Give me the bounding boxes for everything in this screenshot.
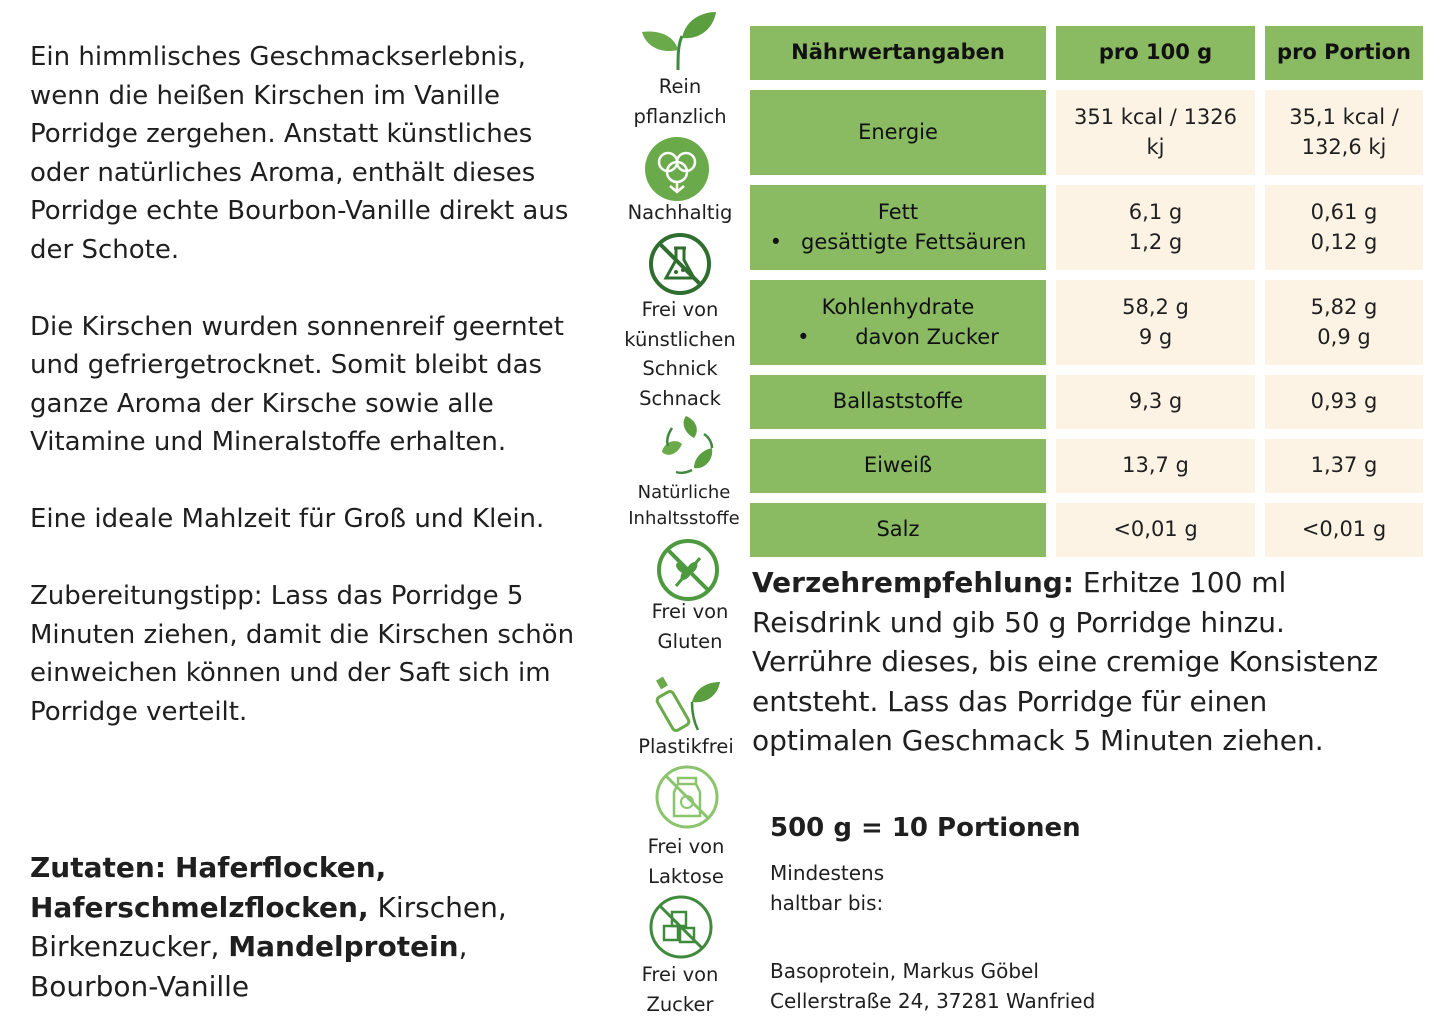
energy-per-portion: 35,1 kcal / 132,6 kj	[1265, 90, 1423, 175]
nutrition-header-row	[750, 26, 1423, 80]
ingredients-label: Zutaten:	[30, 851, 167, 884]
plastic-free-icon	[652, 672, 722, 734]
cotton-icon	[644, 136, 710, 202]
description-paragraph-3: Eine ideale Mahlzeit für Groß und Klein.	[30, 504, 545, 534]
salt-per-100g: <0,01 g	[1056, 503, 1255, 557]
row-label-protein: Eiweiß	[750, 439, 1046, 493]
ingredients-list: Zutaten: Haferflocken, Haferschmelzflocken, Kirschen, Birkenzucker, Mandelprotein, Bourbon-Vanille	[30, 851, 507, 1003]
plastic-free-label: Plastikfrei	[638, 735, 734, 758]
description-paragraph-1: Ein himmlisches Geschmackserlebnis, wenn die heißen Kirschen im Vanille Porridge zergehen. Anstatt künstliches oder natürliches Aroma, enthält dieses Porridge echte Bourbon-Vanille direkt aus der Schote.	[30, 42, 569, 265]
salt-per-portion: <0,01 g	[1265, 503, 1423, 557]
header-per-portion: pro Portion	[1265, 26, 1423, 80]
manufacturer-address: Basoprotein, Markus Göbel Cellerstraße 24, 37281 Wanfried	[770, 959, 1096, 1013]
table-row-fiber	[750, 375, 1423, 429]
cotton-label: Nachhaltig	[627, 201, 733, 224]
no-gluten-icon	[656, 538, 720, 602]
protein-per-100g: 13,7 g	[1056, 439, 1255, 493]
protein-per-portion: 1,37 g	[1265, 439, 1423, 493]
table-row-fat	[750, 185, 1423, 270]
table-row-carbs	[750, 280, 1423, 365]
table-row-energy	[750, 90, 1423, 175]
fat-per-100g: 6,1 g 1,2 g	[1056, 185, 1255, 270]
consumption-recommendation	[752, 563, 1412, 761]
row-label-fat: Fett • gesättigte Fettsäuren	[750, 185, 1046, 270]
header-per-100g: pro 100 g	[1056, 26, 1255, 80]
best-before: Mindestens haltbar bis:	[770, 861, 885, 915]
no-lactose-label: Frei von Laktose	[647, 835, 725, 888]
row-label-salt: Salz	[750, 503, 1046, 557]
carbs-per-portion: 5,82 g 0,9 g	[1265, 280, 1423, 365]
product-description	[30, 38, 620, 731]
header-nutrition-facts: Nährwertangaben	[750, 26, 1046, 80]
no-gluten-label: Frei von Gluten	[651, 600, 729, 653]
natural-ingredients-label: Natürliche Inhaltsstoffe	[628, 482, 740, 529]
fiber-per-100g: 9,3 g	[1056, 375, 1255, 429]
row-label-energy: Energie	[750, 90, 1046, 175]
recommendation-text: Erhitze 100 ml Reisdrink und gib 50 g Porridge hinzu. Verrühre dieses, bis eine cremige Konsistenz entsteht. Lass das Porridge für einen optimalen Geschmack 5 Minuten ziehen.	[752, 566, 1379, 757]
preparation-tip: Zubereitungstipp: Lass das Porridge 5 Minuten ziehen, damit die Kirschen schön einweichen können und der Saft sich im Porridge verteilt.	[30, 581, 575, 727]
fiber-per-portion: 0,93 g	[1265, 375, 1423, 429]
plant-label: Rein pflanzlich	[633, 75, 727, 128]
energy-per-100g: 351 kcal / 1326 kj	[1056, 90, 1255, 175]
table-row-protein	[750, 439, 1423, 493]
recycle-leaves-icon	[654, 414, 718, 476]
nutrition-table	[740, 16, 1433, 567]
recommendation-label: Verzehrempfehlung:	[752, 566, 1074, 599]
row-label-carbs: Kohlenhydrate • davon Zucker	[750, 280, 1046, 365]
no-chemicals-icon	[648, 232, 712, 296]
plant-icon	[638, 10, 720, 72]
no-lactose-icon	[654, 764, 720, 830]
description-paragraph-2: Die Kirschen wurden sonnenreif geerntet und gefriergetrocknet. Somit bleibt das ganze Aroma der Kirsche sowie alle Vitamine und Mineralstoffe erhalten.	[30, 311, 564, 457]
fat-per-portion: 0,61 g 0,12 g	[1265, 185, 1423, 270]
table-row-salt	[750, 503, 1423, 557]
row-label-fiber: Ballaststoffe	[750, 375, 1046, 429]
no-sugar-icon	[648, 894, 714, 960]
feature-icon-column	[618, 0, 746, 1025]
carbs-per-100g: 58,2 g 9 g	[1056, 280, 1255, 365]
no-chemicals-label: Frei von künstlichen Schnick Schnack	[624, 298, 736, 410]
no-sugar-label: Frei von Zucker	[641, 963, 719, 1016]
portions-info: 500 g = 10 Portionen	[770, 813, 1081, 843]
